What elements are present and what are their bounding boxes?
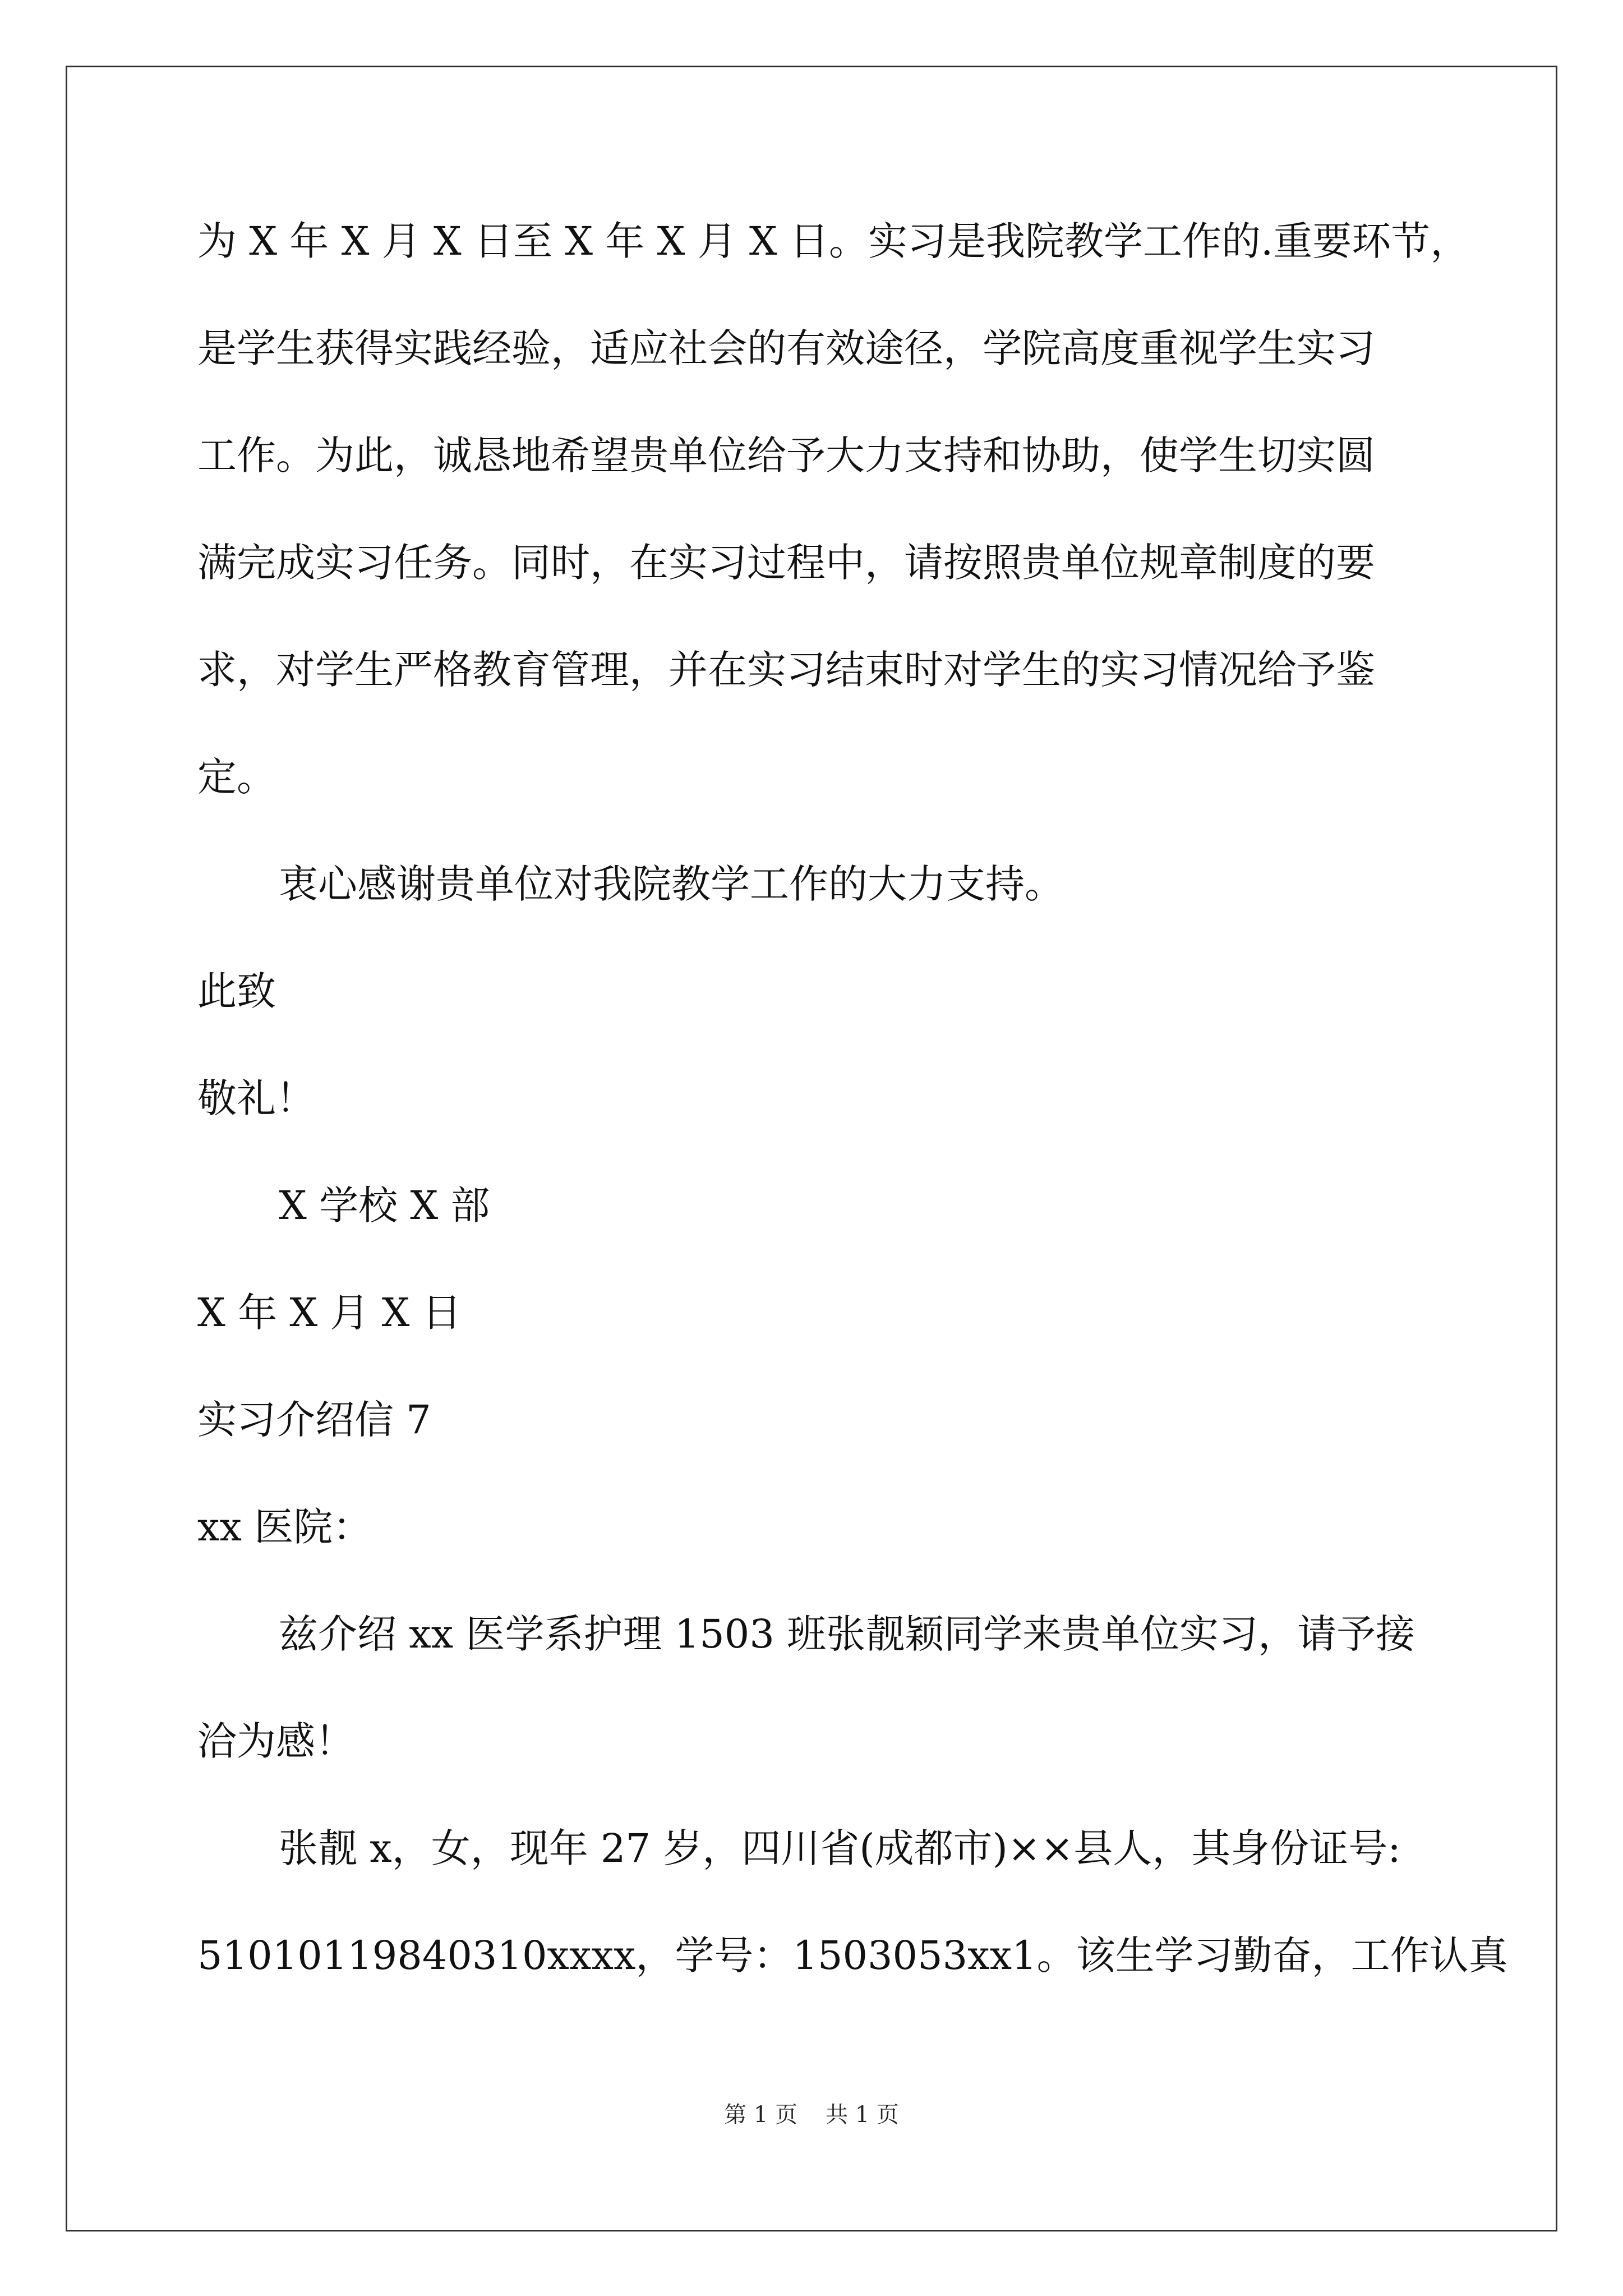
page-footer (0, 2101, 1623, 2129)
page-border (66, 66, 1557, 2231)
paragraph-line: 工作。为此，诚恳地希望贵单位给予大力支持和协助，使学生切实圆 (197, 432, 1375, 478)
thanks-line: 衷心感谢贵单位对我院教学工作的大力支持。 (279, 861, 1064, 907)
paragraph-line: 是学生获得实践经验，适应社会的有效途径，学院高度重视学生实习 (197, 325, 1375, 371)
paragraph-line: 洽为感！ (197, 1718, 354, 1764)
closing-regards: 敬礼！ (197, 1075, 315, 1121)
page-number: 第 1 页 (724, 2102, 797, 2128)
paragraph-line: 张靓 x，女，现年 27 岁，四川省(成都市)××县人，其身份证号: (279, 1825, 1401, 1871)
signature-date: X 年 X 月 X 日 (197, 1290, 462, 1336)
section-title: 实习介绍信 7 (197, 1397, 431, 1443)
paragraph-line: 51010119840310xxxx，学号：1503053xx1。该生学习勤奋，工作认真 (197, 1932, 1508, 1978)
paragraph-line: 求，对学生严格教育管理，并在实习结束时对学生的实习情况给予鉴 (197, 647, 1375, 693)
signature-org: X 学校 X 部 (279, 1182, 490, 1228)
paragraph-line: 满完成实习任务。同时，在实习过程中，请按照贵单位规章制度的要 (197, 540, 1375, 586)
page-total: 共 1 页 (826, 2102, 899, 2128)
closing-salutation: 此致 (197, 968, 276, 1014)
recipient: xx 医院： (197, 1504, 372, 1550)
paragraph-line: 兹介绍 xx 医学系护理 1503 班张靓颖同学来贵单位实习，请予接 (279, 1611, 1415, 1657)
paragraph-line: 定。 (197, 754, 276, 800)
paragraph-line: 为 X 年 X 月 X 日至 X 年 X 月 X 日。实习是我院教学工作的.重要环节， (197, 218, 1470, 264)
